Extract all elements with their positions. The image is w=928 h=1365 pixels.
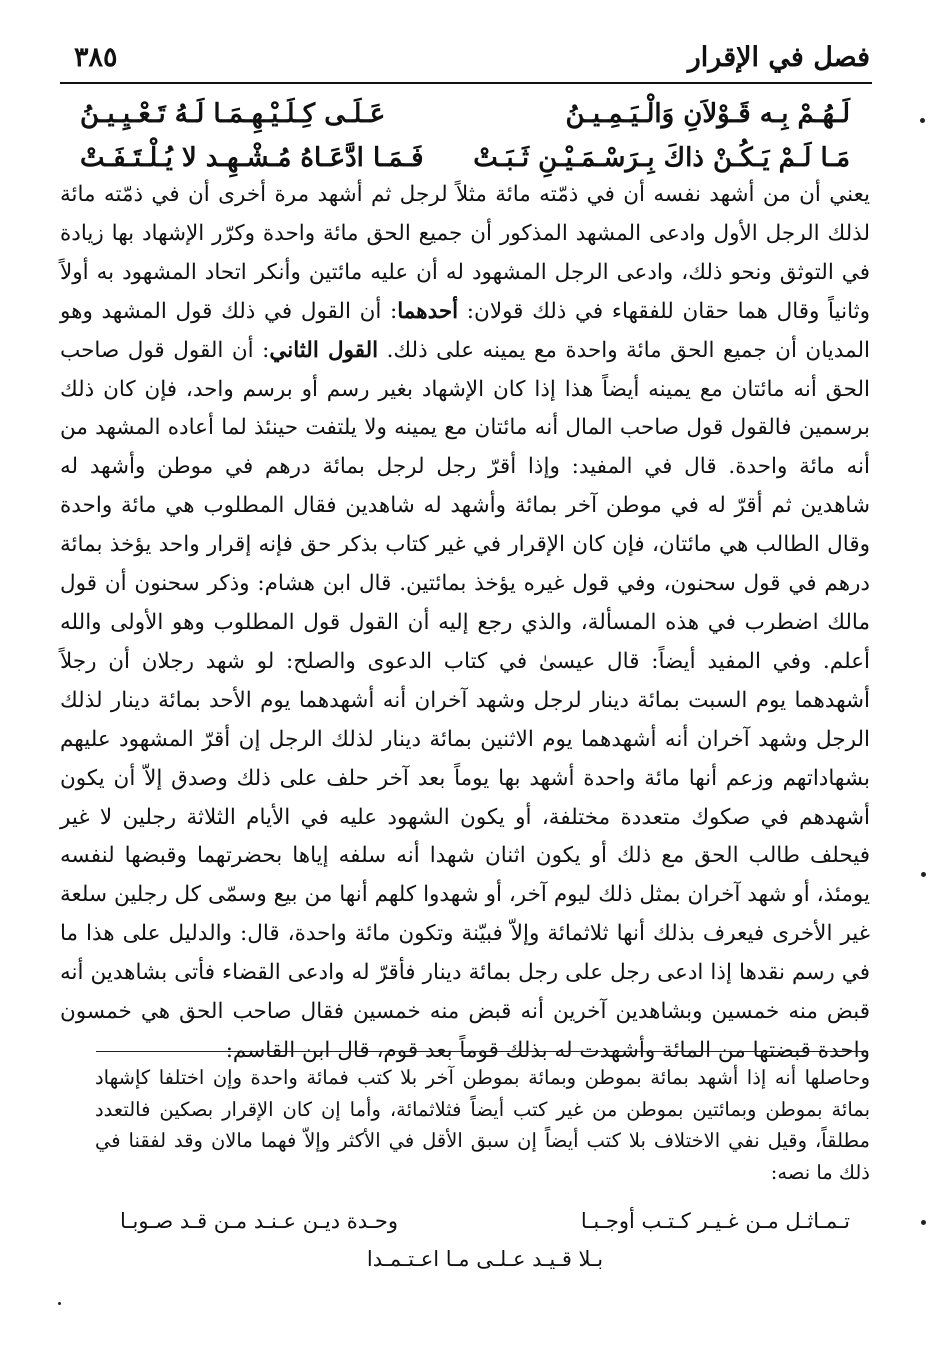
page-header (60, 38, 870, 78)
verse-hemistich-right: مَـا لَـمْ يَـكُـنْ ذاكَ بِـرَسْـمَـيْـنِ ثَـبَـتْ (473, 143, 850, 173)
footnote-verse-line (120, 1202, 850, 1240)
commentary-part-2: : أن القول في ذلك قول المشهد وهو المديان أن جميع الحق مائة واحدة مع يمينه على ذلك. (60, 298, 870, 363)
verse-hemistich-right: لَـهُـمْ بِـه قَـوْلاَنِ وَالْـيَـمِـيـنُ (565, 99, 850, 129)
verse-hemistich-left: فَـمَـا ادَّعَـاهُ مُـشْـهِـد لا يُـلْـتَـفَـتْ (80, 143, 424, 173)
chapter-title: فصل في الإقرار (687, 42, 870, 73)
margin-mark (921, 1220, 926, 1225)
term-first-opinion: أحدهما (397, 298, 459, 324)
footnote-rule (96, 1051, 868, 1052)
verse-hemistich-left: عَـلَـى كِـلَـيْـهِـمَـا لَـهُ تَـعْـيِـيـنُ (80, 99, 386, 129)
commentary-part-1: يعني أن من أشهد نفسه أن في ذمّته مائة مثلاً لرجل ثم أشهد مرة أخرى أن في ذمّته مائة لذلك الرجل الأول وادعى المشهد المذكور أن جميع الحق مائة واحدة وكرّر الإشهاد بها زيادة في التوثق ونحو ذلك، وادعى الرجل المشهود له أن عليه مائتين وأنكر اتحاد المشهود به أولاً وثانياً وقال هما حقان للفقهاء في ذلك قولان: (60, 182, 870, 324)
term-second-opinion: القول الثاني (269, 337, 379, 363)
footnote-verse-block (120, 1202, 850, 1278)
margin-mark (921, 872, 926, 877)
footnote-text: وحاصلها أنه إذا أشهد بمائة بموطن وبمائة بموطن آخر بلا كتب فمائة واحدة وإن اختلفا كإشهاد بمائة بموطن وبمائتين بموطن من غير كتب أيضاً فثلاثمائة، وأما إن كان الإقرار بصكين فالتعدد مطلقاً، وقيل نفي الاختلاف بلا كتب أيضاً إن سبق الأقل في الأكثر وإلاّ فهما مالان وقد لفقنا في ذلك ما نصه: (95, 1066, 870, 1184)
footnote-verse-right: تـمـاثـل مـن غـيـر كـتـب أوجـبـا (580, 1209, 850, 1233)
verse-line (80, 136, 850, 180)
margin-mark (920, 118, 925, 123)
footnote-verse-last: بـلا قـيـد عـلـى مـا اعـتـمـدا (366, 1247, 604, 1271)
footnote-verse-left: وحـدة ديـن عـنـد مـن قـد صـوبـا (120, 1209, 399, 1233)
commentary-part-3: : أن القول قول صاحب الحق أنه مائتان مع يمينه أيضاً هذا إذا كان الإشهاد بغير رسم أو برسم واحد، فإن كان ذلك برسمين فالقول قول صاحب المال أنه مائتان مع يمينه ولا يلتفت حينئذ لما أعاده المشهد من أنه مائة واحدة. قال في المفيد: وإذا أقرّ رجل لرجل بمائة درهم في موطن وأشهد له شاهدين ثم أقرّ له في موطن آخر بمائة وأشهد له شاهدين فقال المطلوب هي مائة واحدة وقال الطالب هي مائتان، فإن كان الإقرار في غير كتاب بذكر حق فإنه إقرار واحد يؤخذ بمائة درهم في قول سحنون، وفي قول غيره يؤخذ بمائتين. قال ابن هشام: وذكر سحنون أن قول مالك اضطرب في هذه المسألة، والذي رجع إليه أن القول قول المطلوب وهو الأولى والله أعلم. وفي المفيد أيضاً: قال عيسىٰ في كتاب الدعوى والصلح: لو شهد رجلان أن رجلاً أشهدهما يوم السبت بمائة دينار لرجل وشهد آخران أنه أشهدهما يوم الأحد بمائة دينار لذلك الرجل وشهد آخران أنه أشهدهما يوم الاثنين بمائة دينار لذلك الرجل إن أقرّ المشهود عليهم بشهاداتهم وزعم أنها مائة واحدة أشهد بها يوماً بعد آخر حلف على ذلك وصدق إلاّ أن يكون أشهدهم في صكوك متعددة مختلفة، أو يكون الشهود عليه في الأيام الثلاثة رجلين لا غير فيحلف طالب الحق مع ذلك أو يكون اثنان شهدا أنه سلفه إياها بحضرتهما وقبضها لنفسه يومئذ، أو شهد آخران بمثل ذلك ليوم آخر، أو شهدوا كلهم أنها من بيع وسمّى كل رجلين سلعة غير الأخرى فيعرف بذلك أنها ثلاثمائة وإلاّ فبيّنة وتكون مائة واحدة، قال: والدليل على هذا ما في رسم نقدها إذا ادعى رجل على رجل بمائة دينار فأقرّ له وادعى القضاء فأتى بشاهدين أنه قبض منه خمسين وبشاهدين آخرين أنه قبض منه خمسين فقال صاحب الحق هي خمسون واحدة قبضتها من المائة وأشهدت له بذلك قوماً بعد قوم، قال ابن القاسم: (60, 337, 870, 1063)
commentary-text (60, 176, 870, 1071)
margin-mark (58, 1302, 61, 1305)
page-number: ٣٨٥ (74, 42, 118, 73)
verse-block (80, 92, 850, 180)
verse-line (80, 92, 850, 136)
header-rule (60, 82, 872, 84)
